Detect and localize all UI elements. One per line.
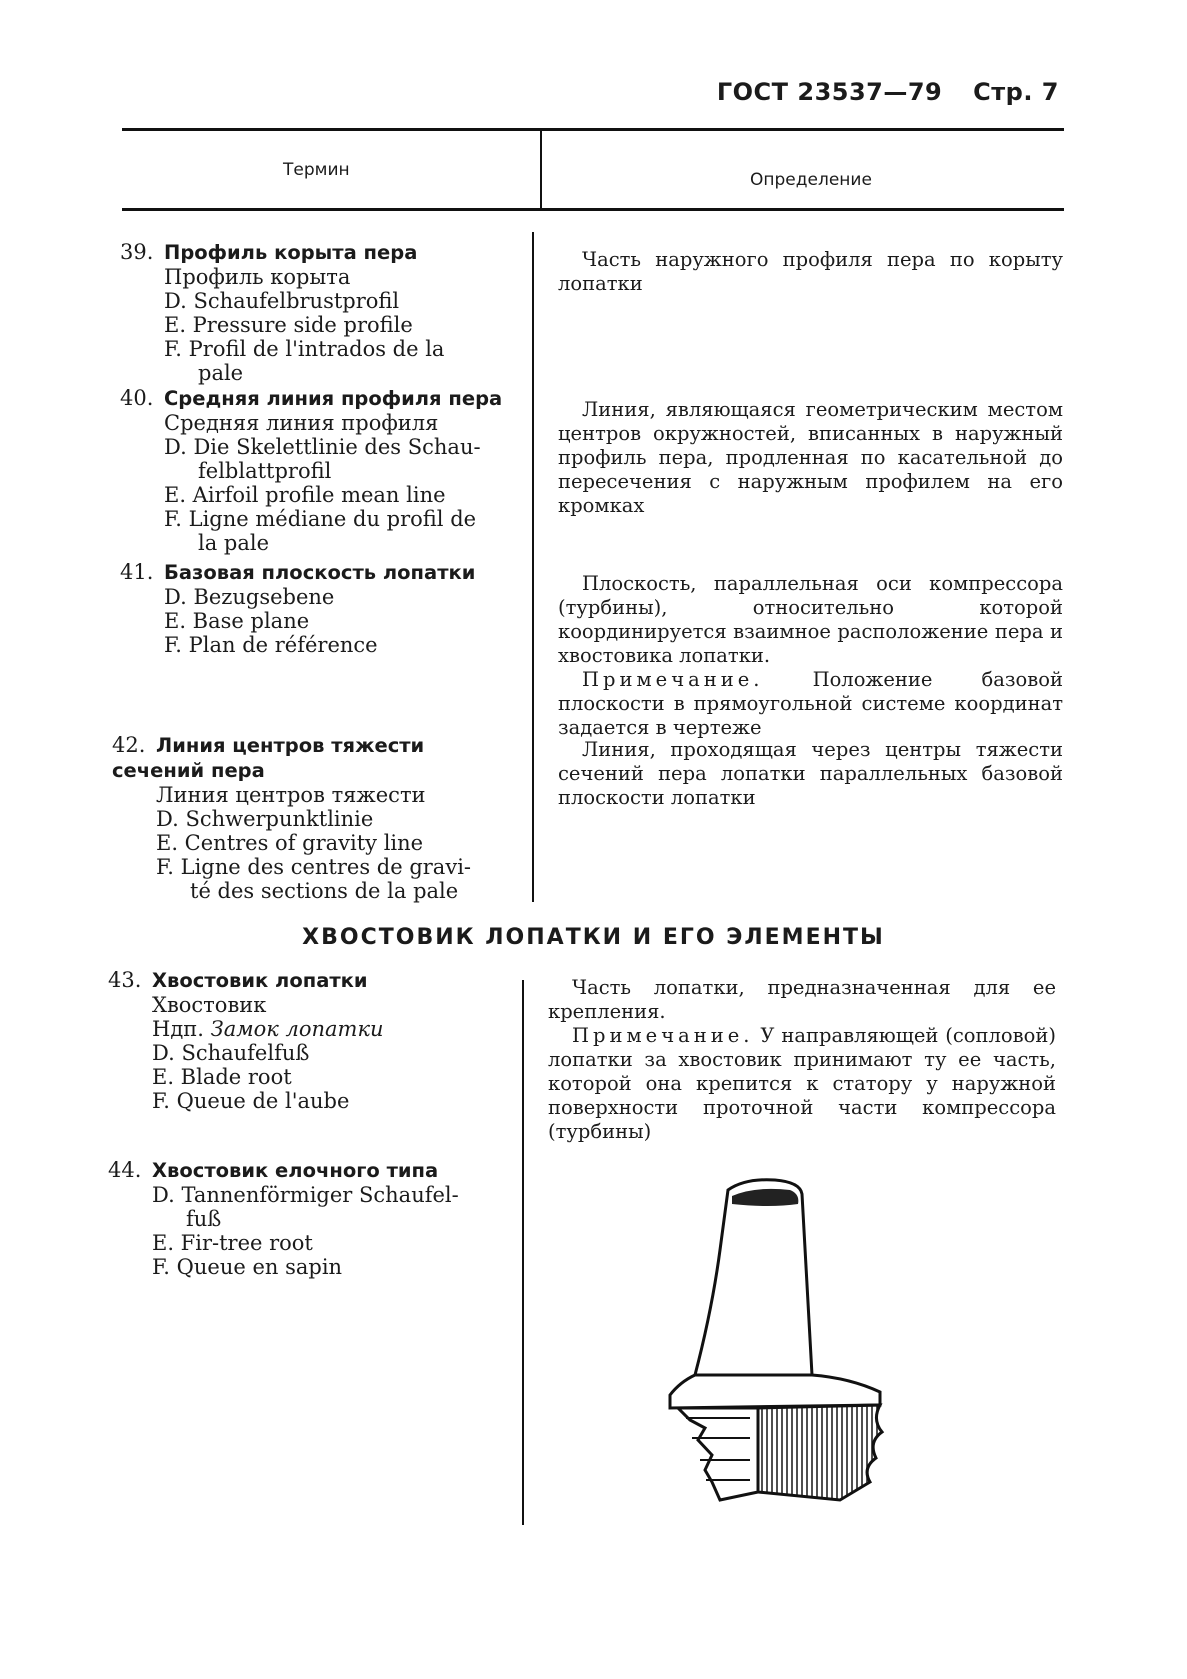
term-title: Базовая плоскость лопатки [164,561,476,584]
ndp-term: Замок лопатки [210,1017,384,1041]
note-label: Примечание. [582,668,764,691]
term-number: 41. [120,560,154,584]
fir-tree-root-illustration [650,1170,930,1510]
term-german: D. Bezugsebene [164,585,335,609]
definition-40 [558,398,1063,518]
term-title: Хвостовик лопатки [152,969,368,992]
term-title: Профиль корыта пера [164,241,418,264]
definition-39 [558,248,1063,296]
definition-43 [548,976,1056,1144]
root-front-face [678,1408,758,1500]
term-french: F. Queue de l'aube [152,1089,350,1113]
term-english: E. Centres of gravity line [156,831,424,855]
term-synonym: Средняя линия профиля [164,411,439,435]
definition-text: Линия, являющаяся геометрическим местом центров окружностей, вписанных в наружный профиль пера, продленная по касательной до пересечения с наружным профилем на его кромках [558,398,1063,517]
section-title: ХВОСТОВИК ЛОПАТКИ И ЕГО ЭЛЕМЕНТЫ [302,925,885,950]
term-entry-41 [120,560,520,657]
term-synonym: Линия центров тяжести [156,783,426,807]
note-label: Примечание. [572,1024,754,1047]
header-column-divider [540,131,542,209]
definition-text: Плоскость, параллельная оси компрессора (турбины), относительно которой координируется взаимное расположение пера и хвостовика лопатки. [558,572,1063,667]
term-german: D. Schaufelfuß [152,1041,310,1065]
term-french-cont: pale [198,361,244,385]
term-french: F. Profil de l'intrados de la [164,337,445,361]
term-german: D. Schaufelbrustprofil [164,289,400,313]
gost-number: ГОСТ 23537—79 [716,78,943,106]
term-english: E. Airfoil profile mean line [164,483,446,507]
table-top-rule [122,128,1064,131]
definition-text: Часть лопатки, предназначенная для ее крепления. [548,976,1056,1023]
term-number: 43. [108,968,142,992]
term-entry-40 [120,386,520,555]
term-french: F. Ligne des centres de gravi- [156,855,471,879]
page-number: Стр. 7 [973,78,1059,106]
term-synonym: Профиль корыта [164,265,351,289]
term-german: D. Schwerpunktlinie [156,807,374,831]
term-french-cont: la pale [198,531,270,555]
definition-text: Линия, проходящая через центры тяжести сечений пера лопатки параллельных базовой плоскости лопатки [558,738,1063,809]
term-entry-42 [112,733,512,903]
term-synonym: Хвостовик [152,993,267,1017]
term-number: 44. [108,1158,142,1182]
term-french: F. Plan de référence [164,633,378,657]
column-divider-lower [522,980,524,1525]
term-title: Линия центров тяжести сечений пера [112,734,425,782]
definition-text: Часть наружного профиля пера по корыту лопатки [558,248,1063,295]
note-text: У направляющей (сопловой) лопатки за хвостовик принимают ту ее часть, которой она крепится к статору у наружной поверхности проточной части компрессора (турбины) [548,1024,1056,1143]
term-number: 39. [120,240,154,264]
term-entry-39 [120,240,520,385]
table-header-bottom-rule [122,208,1064,211]
term-german-cont: fuß [186,1207,222,1231]
ndp-label: Ндп. [152,1017,204,1041]
column-divider-upper [532,232,534,902]
term-english: E. Pressure side profile [164,313,413,337]
page-header [717,78,1059,106]
term-english: E. Base plane [164,609,310,633]
term-number: 40. [120,386,154,410]
term-number: 42. [112,733,146,757]
term-french: F. Ligne médiane du profil de [164,507,477,531]
term-french-cont: té des sections de la pale [190,879,459,903]
root-platform [670,1375,880,1408]
term-english: E. Fir-tree root [152,1231,313,1255]
column-header-definition: Определение [750,170,872,190]
definition-42 [558,738,1063,810]
root-side-hatched [758,1405,882,1500]
term-german: D. Tannenförmiger Schaufel- [152,1183,459,1207]
term-title: Средняя линия профиля пера [164,387,503,410]
term-title: Хвостовик елочного типа [152,1159,439,1182]
note-text: Положение базовой плоскости в прямоугольной системе координат задается в чертеже [558,668,1064,739]
term-german: D. Die Skelettlinie des Schau- [164,435,481,459]
definition-41 [558,572,1063,740]
term-french: F. Queue en sapin [152,1255,343,1279]
term-entry-43 [108,968,508,1113]
term-english: E. Blade root [152,1065,292,1089]
column-header-term: Термин [283,160,350,180]
term-german-cont: felblattprofil [198,459,332,483]
term-entry-44 [108,1158,508,1279]
blade-airfoil [695,1180,812,1375]
